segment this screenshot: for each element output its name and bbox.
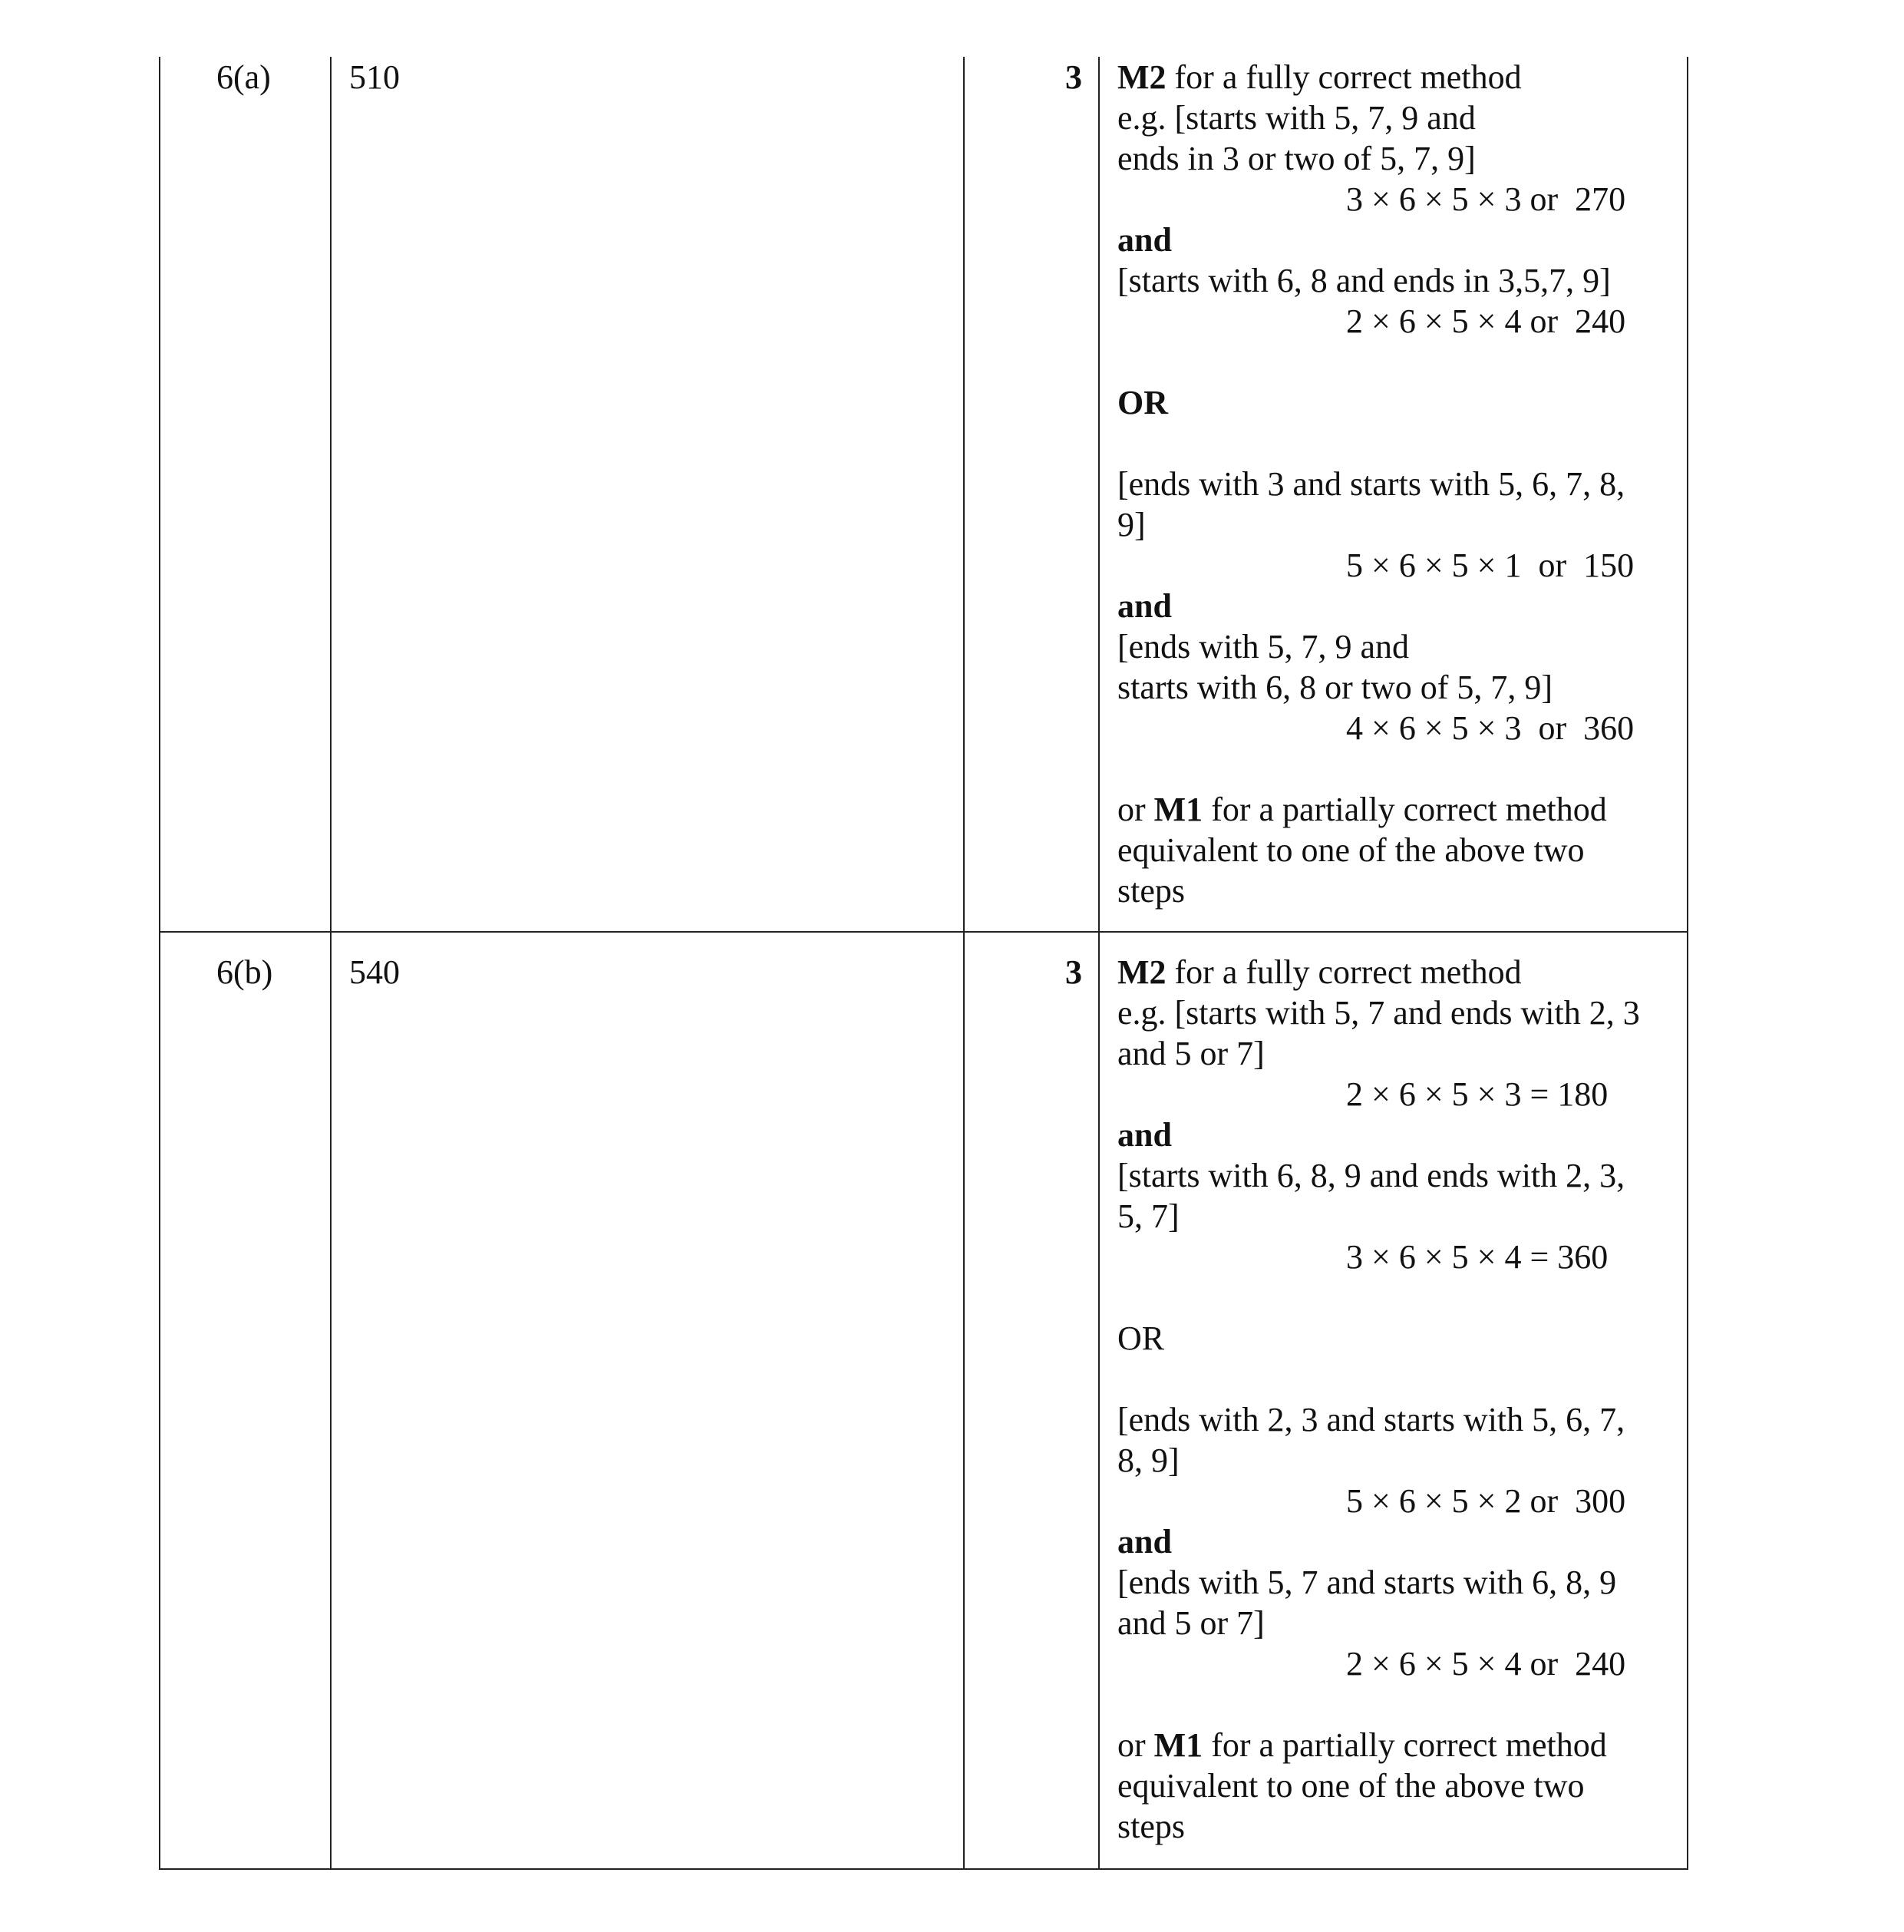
- guidance-line: [1117, 586, 1678, 626]
- guidance-keyword: and: [1117, 587, 1172, 625]
- guidance-line: [1117, 97, 1678, 138]
- guidance-line: [1117, 1562, 1678, 1603]
- guidance-keyword: M1: [1153, 1726, 1203, 1764]
- guidance-line-text: equivalent to one of the above two: [1117, 831, 1585, 869]
- guidance-line: [1117, 789, 1678, 830]
- guidance-line-text: and 5 or 7]: [1117, 1035, 1265, 1072]
- guidance-line-text: 3 × 6 × 5 × 4 = 360: [1346, 1238, 1609, 1276]
- guidance-line: [1117, 1521, 1678, 1562]
- guidance-line: [1117, 1155, 1678, 1196]
- marks-value: 3: [1065, 953, 1082, 991]
- guidance-line: [1117, 423, 1678, 464]
- guidance-line-text: [starts with 6, 8 and ends in 3,5,7, 9]: [1117, 262, 1611, 299]
- guidance-keyword: and: [1117, 221, 1172, 259]
- guidance-line: [1117, 870, 1678, 911]
- guidance-text: [1117, 952, 1678, 1847]
- guidance-line: [1117, 464, 1678, 504]
- guidance-line: [1117, 1440, 1678, 1481]
- guidance-text: [1117, 57, 1678, 911]
- guidance-line-text: ends in 3 or two of 5, 7, 9]: [1117, 140, 1476, 177]
- guidance-line: [1117, 708, 1678, 748]
- guidance-line: [1117, 342, 1678, 382]
- guidance-line: [1117, 1237, 1678, 1277]
- guidance-line: [1117, 260, 1678, 301]
- table-border-right: [1687, 57, 1688, 1870]
- guidance-keyword: OR: [1117, 384, 1168, 421]
- guidance-line-text: 2 × 6 × 5 × 3 = 180: [1346, 1075, 1609, 1113]
- table-border-bottom: [159, 1868, 1688, 1870]
- guidance-line: [1117, 1318, 1678, 1359]
- question-number: 6(a): [216, 58, 271, 96]
- guidance-line-text: 8, 9]: [1117, 1442, 1180, 1479]
- guidance-line: [1117, 952, 1678, 992]
- row-divider: [159, 931, 1688, 933]
- guidance-line: [1117, 1074, 1678, 1115]
- guidance-line: [1117, 220, 1678, 260]
- guidance-line-text: 5, 7]: [1117, 1197, 1180, 1235]
- answer-value: 540: [349, 953, 400, 991]
- guidance-line: [1117, 626, 1678, 667]
- guidance-line: [1117, 382, 1678, 423]
- guidance-line-text: and 5 or 7]: [1117, 1604, 1265, 1642]
- guidance-line: [1117, 667, 1678, 708]
- guidance-keyword: M2: [1117, 953, 1166, 991]
- guidance-line-text: starts with 6, 8 or two of 5, 7, 9]: [1117, 669, 1553, 706]
- guidance-line-text: for a partially correct method: [1203, 1726, 1607, 1764]
- guidance-line: [1117, 1684, 1678, 1725]
- guidance-line-text: [ends with 3 and starts with 5, 6, 7, 8,: [1117, 465, 1625, 503]
- guidance-line-text: 4 × 6 × 5 × 3 or 360: [1346, 709, 1635, 747]
- guidance-line-text: 5 × 6 × 5 × 2 or 300: [1346, 1482, 1626, 1520]
- guidance-line-text: [ends with 2, 3 and starts with 5, 6, 7,: [1117, 1401, 1625, 1438]
- guidance-line: [1117, 179, 1678, 220]
- guidance-line: [1117, 1603, 1678, 1643]
- guidance-line-text: equivalent to one of the above two: [1117, 1767, 1585, 1805]
- guidance-line-text: or: [1117, 791, 1154, 828]
- guidance-line: [1117, 301, 1678, 342]
- guidance-line: [1117, 992, 1678, 1033]
- guidance-line-text: for a partially correct method: [1203, 791, 1607, 828]
- guidance-line-text: for a fully correct method: [1166, 58, 1522, 96]
- table-border-left: [159, 57, 160, 1870]
- guidance-line-text: steps: [1117, 872, 1185, 910]
- guidance-line: [1117, 1399, 1678, 1440]
- guidance-line: [1117, 830, 1678, 870]
- guidance-line-text: 5 × 6 × 5 × 1 or 150: [1346, 547, 1635, 584]
- guidance-line: [1117, 57, 1678, 97]
- marks-value: 3: [1065, 58, 1082, 96]
- guidance-line: [1117, 1806, 1678, 1847]
- column-divider-3: [1098, 57, 1100, 1870]
- guidance-line-text: 2 × 6 × 5 × 4 or 240: [1346, 302, 1626, 340]
- guidance-line: [1117, 1481, 1678, 1521]
- guidance-line: [1117, 545, 1678, 586]
- guidance-keyword: M2: [1117, 58, 1166, 96]
- guidance-line: [1117, 1643, 1678, 1684]
- guidance-line: [1117, 1277, 1678, 1318]
- guidance-line-text: steps: [1117, 1808, 1185, 1845]
- guidance-line-text: 9]: [1117, 506, 1146, 543]
- guidance-line: [1117, 138, 1678, 179]
- guidance-line-text: [starts with 6, 8, 9 and ends with 2, 3,: [1117, 1157, 1625, 1194]
- guidance-line-text: OR: [1117, 1319, 1165, 1357]
- guidance-line: [1117, 504, 1678, 545]
- guidance-line-text: [ends with 5, 7, 9 and: [1117, 628, 1410, 665]
- guidance-keyword: M1: [1153, 791, 1203, 828]
- guidance-line-text: e.g. [starts with 5, 7, 9 and: [1117, 99, 1476, 137]
- answer-value: 510: [349, 58, 400, 96]
- guidance-line: [1117, 748, 1678, 789]
- guidance-line-text: 2 × 6 × 5 × 4 or 240: [1346, 1645, 1626, 1683]
- guidance-line: [1117, 1196, 1678, 1237]
- guidance-line-text: for a fully correct method: [1166, 953, 1522, 991]
- question-number: 6(b): [216, 953, 273, 991]
- guidance-line-text: or: [1117, 1726, 1154, 1764]
- guidance-line-text: 3 × 6 × 5 × 3 or 270: [1346, 180, 1626, 218]
- guidance-line-text: [ends with 5, 7 and starts with 6, 8, 9: [1117, 1564, 1617, 1601]
- guidance-keyword: and: [1117, 1116, 1172, 1154]
- column-divider-2: [963, 57, 965, 1870]
- guidance-line: [1117, 1725, 1678, 1765]
- guidance-line: [1117, 1033, 1678, 1074]
- guidance-line: [1117, 1765, 1678, 1806]
- guidance-line: [1117, 1115, 1678, 1155]
- guidance-line: [1117, 1359, 1678, 1399]
- guidance-line-text: e.g. [starts with 5, 7 and ends with 2, 3: [1117, 994, 1640, 1032]
- guidance-keyword: and: [1117, 1523, 1172, 1560]
- column-divider-1: [330, 57, 332, 1870]
